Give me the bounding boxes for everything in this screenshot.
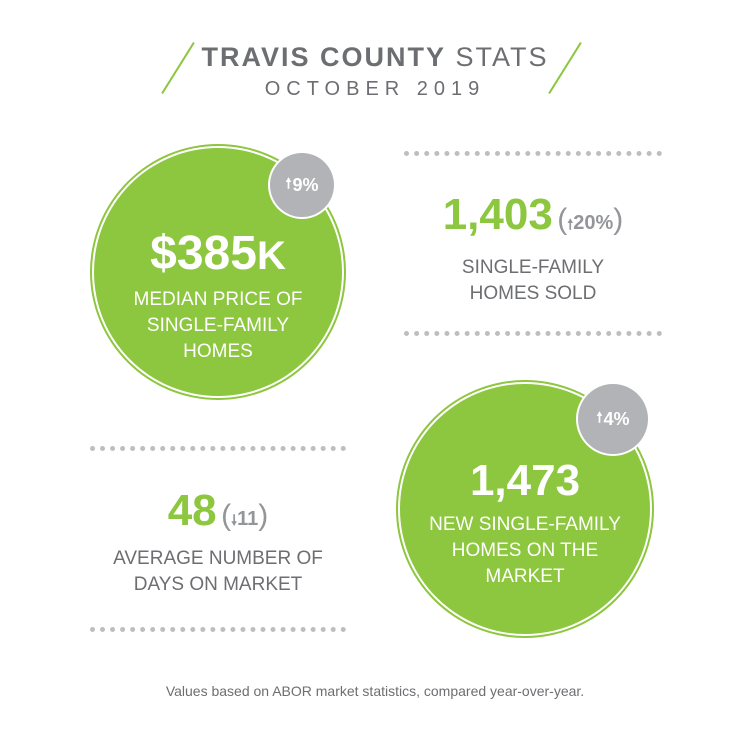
homes-sold-value: 1,403 <box>442 190 553 239</box>
dotted-divider <box>404 151 662 156</box>
days-on-market-label-line: DAYS ON MARKET <box>133 574 303 595</box>
new-listings-label <box>400 512 650 590</box>
median-price-change-badge <box>270 153 334 217</box>
arrow-up-icon: 🠕 <box>567 216 574 232</box>
median-price-value <box>94 226 342 284</box>
arrow-up-icon: 🠕 <box>285 175 292 191</box>
new-listings-change: 4% <box>603 408 630 429</box>
days-on-market-change: 11 <box>237 508 259 530</box>
median-price-label-line: HOMES <box>183 341 253 362</box>
days-on-market-stat <box>90 486 346 536</box>
new-listings-label-line: NEW SINGLE-FAMILY <box>429 514 621 535</box>
homes-sold-label <box>404 255 662 307</box>
page-title <box>0 42 750 73</box>
dotted-divider <box>90 446 346 451</box>
new-listings-label-line: MARKET <box>485 566 565 587</box>
change-open-paren: ( <box>221 499 232 532</box>
page-subtitle: OCTOBER 2019 <box>264 78 486 100</box>
days-on-market-label <box>90 546 346 598</box>
dotted-divider <box>90 627 346 632</box>
new-listings-value: 1,473 <box>469 456 581 505</box>
page-title-regular: STATS <box>455 42 549 72</box>
median-price-change: 9% <box>292 174 319 195</box>
page-title-bold: TRAVIS COUNTY <box>201 42 446 72</box>
new-listings-label-line: HOMES ON THE <box>451 540 599 561</box>
median-price-label-line: SINGLE-FAMILY <box>146 315 290 336</box>
median-price-value-main: $385 <box>150 227 257 280</box>
footnote: Values based on ABOR market statistics, compared year-over-year. <box>165 683 585 699</box>
days-on-market-label-line: AVERAGE NUMBER OF <box>113 548 323 569</box>
change-close-paren: ) <box>258 499 269 532</box>
median-price-label-line: MEDIAN PRICE OF <box>133 289 303 310</box>
homes-sold-change: 20% <box>573 212 614 234</box>
homes-sold-label-line: SINGLE-FAMILY <box>461 257 605 278</box>
dotted-divider <box>404 331 662 336</box>
days-on-market-value: 48 <box>167 486 217 535</box>
homes-sold-stat <box>404 190 662 240</box>
new-listings-change-badge <box>578 384 648 454</box>
median-price-value-suffix: K <box>256 234 286 278</box>
change-open-paren: ( <box>557 203 568 236</box>
change-close-paren: ) <box>613 203 624 236</box>
homes-sold-label-line: HOMES SOLD <box>469 283 597 304</box>
median-price-label <box>94 287 342 365</box>
arrow-down-icon: 🠗 <box>231 512 238 528</box>
arrow-up-icon: 🠕 <box>596 409 603 425</box>
